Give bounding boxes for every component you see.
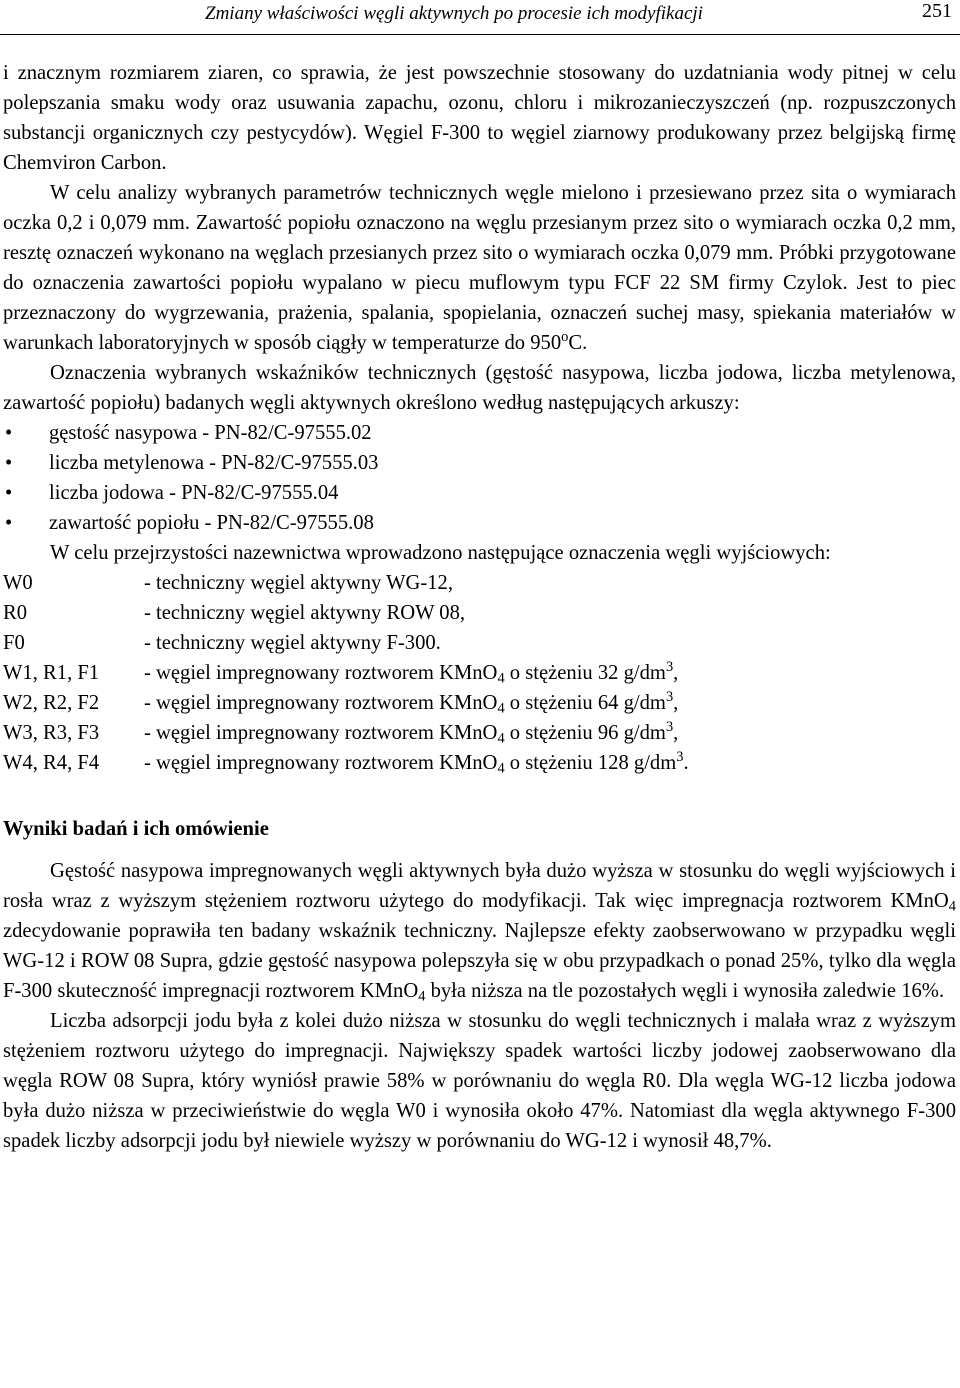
- unit-superscript: 3: [676, 749, 684, 766]
- temperature-unit: C.: [568, 332, 588, 354]
- concentration-text: o stężeniu 128 g/dm: [504, 752, 677, 774]
- punctuation: ,: [673, 692, 679, 714]
- designation-text: [144, 688, 678, 718]
- designation-text: - techniczny węgiel aktywny F-300.: [144, 632, 441, 654]
- designation-row: [3, 568, 956, 598]
- bulk-density-text: zdecydowanie poprawiła ten badany wskaźnik techniczny. Najlepsze efekty zaobserwowano w przypadku węgli WG-12 i ROW 08 Supra, gdzie gęstość nasypowa polepszyła się w obu przypadkach o ponad 25%, tylko dla węgla F-300 skuteczność impregnacji roztworem KMnO: [3, 920, 956, 1002]
- designation-formula: - węgiel impregnowany roztworem KMnO: [144, 662, 498, 684]
- page-number: 251: [922, 0, 952, 22]
- designation-code: W1, R1, F1: [3, 662, 100, 684]
- formula-subscript: 4: [497, 760, 505, 777]
- bullet-icon: •: [5, 422, 13, 444]
- methodology-text: W celu analizy wybranych parametrów technicznych węgle mielono i przesiewano przez sita o wymiarach oczka 0,2 i 0,079 mm. Zawartość popiołu oznaczono na węglu przesianym przez sito o wymiarach oczka 0,2 mm, resztę oznaczeń wykonano na węglach przesianych przez sito o wymiarach oczka 0,079 mm. Próbki przygotowane do oznaczenia zawartości popiołu wypalano w piecu muflowym typu FCF 22 SM firmy Czylok. Jest to piec przeznaczony do wygrzewania, prażenia, spalania, spopielania, oznaczeń suchej masy, spiekania materiałów w warunkach laboratoryjnych w sposób ciągły w temperaturze do 950: [3, 182, 956, 354]
- degree-superscript: o: [561, 329, 569, 346]
- designation-row: [3, 748, 956, 778]
- designation-row: [3, 658, 956, 688]
- punctuation: ,: [673, 722, 679, 744]
- concentration-text: o stężeniu 32 g/dm: [504, 662, 666, 684]
- designation-code: R0: [3, 602, 28, 624]
- section-heading: Wyniki badań i ich omówienie: [3, 818, 269, 840]
- unit-superscript: 3: [665, 689, 674, 706]
- paragraph-methodology: [3, 178, 956, 358]
- bullet-icon: •: [5, 452, 13, 474]
- formula-subscript: 4: [418, 988, 426, 1005]
- paragraph-naming: W celu przejrzystości nazewnictwa wprowadzono następujące oznaczenia węgli wyjściowych:: [50, 542, 831, 564]
- paragraph-iodine-number: Liczba adsorpcji jodu była z kolei dużo niższa w stosunku do węgli technicznych i malała wraz z wyższym stężeniem roztworu użytego do impregnacji. Największy spadek wartości liczby jodowej zaobserwowano dla węgla ROW 08 Supra, który wyniósł prawie 58% w porównaniu do węgla R0. Dla węgla WG-12 liczba jodowa była dużo niższa w przeciwieństwie do węgla W0 i wynosiła około 47%. Natomiast dla węgla aktywnego F-300 spadek liczby adsorpcji jodu był niewiele wyższy w porównaniu do WG-12 i wynosił 48,7%.: [3, 1010, 956, 1152]
- bulk-density-text: Gęstość nasypowa impregnowanych węgli aktywnych była dużo wyższa w stosunku do węgli wyjściowych i rosła wraz z wyższym stężeniem roztworu użytego do modyfikacji. Tak więc impregnacja roztworem KMnO: [3, 860, 956, 912]
- bullet-icon: •: [5, 512, 13, 534]
- list-item: [3, 508, 956, 538]
- designation-code: W3, R3, F3: [3, 722, 100, 744]
- concentration-text: o stężeniu 64 g/dm: [504, 692, 666, 714]
- designation-code: W2, R2, F2: [3, 692, 100, 714]
- list-item: [3, 418, 956, 448]
- designation-row: [3, 718, 956, 748]
- list-item: [3, 448, 956, 478]
- body-text: [3, 58, 956, 1156]
- bulk-density-text: była niższa na tle pozostałych węgli i wynosiła zaledwie 16%.: [425, 980, 945, 1002]
- formula-subscript: 4: [497, 670, 505, 687]
- running-header: [0, 0, 960, 35]
- designation-formula: - węgiel impregnowany roztworem KMnO: [144, 722, 498, 744]
- paragraph-indicators: Oznaczenia wybranych wskaźników technicznych (gęstość nasypowa, liczba jodowa, liczba metylenowa, zawartość popiołu) badanych węgli aktywnych określono według następujących arkuszy:: [3, 362, 956, 414]
- designation-code: W4, R4, F4: [3, 752, 100, 774]
- designation-formula: - węgiel impregnowany roztworem KMnO: [144, 692, 498, 714]
- designation-list: [3, 568, 956, 778]
- running-title: Zmiany właściwości węgli aktywnych po procesie ich modyfikacji: [205, 3, 703, 24]
- designation-row: [3, 598, 956, 628]
- punctuation: ,: [673, 662, 679, 684]
- list-item-text: liczba metylenowa - PN-82/C-97555.03: [49, 452, 379, 474]
- formula-subscript: 4: [497, 730, 505, 747]
- formula-subscript: 4: [948, 898, 956, 915]
- unit-superscript: 3: [665, 659, 674, 676]
- designation-row: [3, 628, 956, 658]
- designation-formula: - węgiel impregnowany roztworem KMnO: [144, 752, 498, 774]
- designation-text: [144, 658, 678, 688]
- punctuation: .: [683, 752, 689, 774]
- bullet-icon: •: [5, 482, 13, 504]
- designation-code: F0: [3, 632, 25, 654]
- concentration-text: o stężeniu 96 g/dm: [504, 722, 666, 744]
- list-item-text: gęstość nasypowa - PN-82/C-97555.02: [49, 422, 372, 444]
- list-item: [3, 478, 956, 508]
- paragraph-carbon-description: i znacznym rozmiarem ziaren, co sprawia, że jest powszechnie stosowany do uzdatniania wody pitnej w celu polepszania smaku wody oraz usuwania zapachu, ozonu, chloru i mikrozanieczyszczeń (np. rozpuszczonych substancji organicznych czy pestycydów). Węgiel F-300 to węgiel ziarnowy produkowany przez belgijską firmę Chemviron Carbon.: [3, 62, 956, 174]
- paragraph-bulk-density: [3, 856, 956, 1006]
- designation-code: W0: [3, 572, 33, 594]
- designation-text: - techniczny węgiel aktywny ROW 08,: [144, 602, 466, 624]
- formula-subscript: 4: [497, 700, 505, 717]
- unit-superscript: 3: [665, 719, 674, 736]
- list-item-text: liczba jodowa - PN-82/C-97555.04: [49, 482, 339, 504]
- designation-text: [144, 748, 689, 778]
- list-item-text: zawartość popiołu - PN-82/C-97555.08: [49, 512, 374, 534]
- designation-text: - techniczny węgiel aktywny WG-12,: [144, 572, 453, 594]
- designation-row: [3, 688, 956, 718]
- standards-list: [3, 418, 956, 538]
- designation-text: [144, 718, 678, 748]
